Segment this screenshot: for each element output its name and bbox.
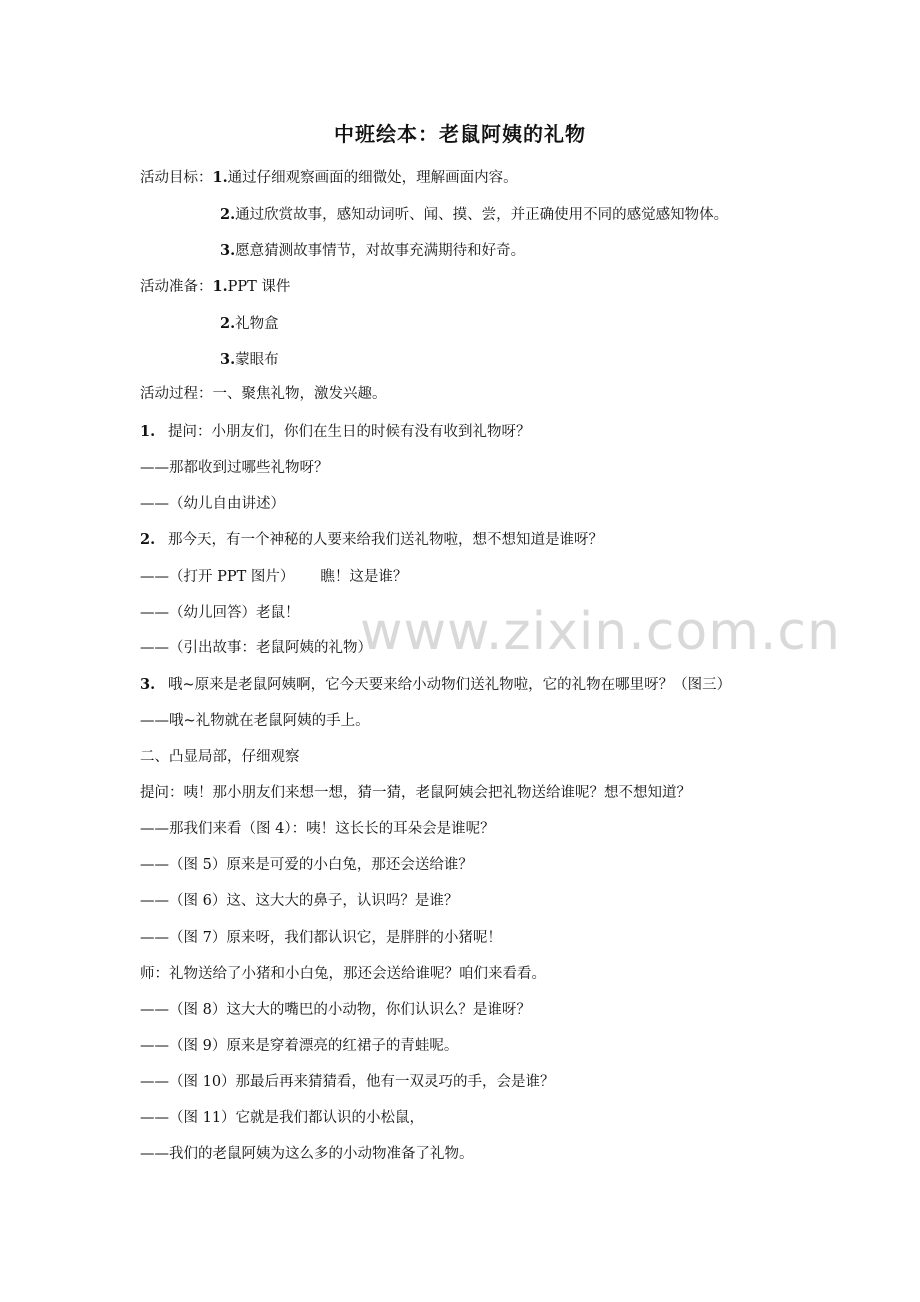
figure-7-line: ——（图 7）原来呀，我们都认识它，是胖胖的小猪呢！: [140, 930, 502, 946]
question-1-text: 提问：小朋友们，你们在生日的时候有没有收到礼物呀？: [168, 424, 531, 440]
question-3: [140, 673, 731, 694]
question-1-number: 1.: [140, 423, 156, 440]
teacher-line: 师：礼物送给了小猪和小白兔，那还会送给谁呢？咱们来看看。: [140, 966, 546, 982]
prep-label: 活动准备：: [140, 279, 213, 295]
goal-2-number: 2.: [220, 206, 236, 223]
question-3-answer: ——哦~礼物就在老鼠阿姨的手上。: [140, 713, 370, 729]
goal-1-number: 1.: [212, 169, 228, 186]
question-2-answer-a: [140, 565, 407, 586]
goal-3-number: 3.: [220, 242, 236, 259]
goal-2-text: 通过欣赏故事，感知动词听、闻、摸、尝，并正确使用不同的感觉感知物体。: [235, 207, 729, 223]
process-line: [140, 382, 387, 403]
figure-9-line: ——（图 9）原来是穿着漂亮的红裙子的青蛙呢。: [140, 1038, 459, 1054]
question-2-answer-b: ——（幼儿回答）老鼠！: [140, 605, 300, 621]
question-2-text: 那今天，有一个神秘的人要来给我们送礼物啦，想不想知道是谁呀？: [168, 532, 603, 548]
goal-line-3: [220, 239, 525, 260]
figure-4-line: ——那我们来看（图 4）：咦！这长长的耳朵会是谁呢？: [140, 821, 495, 837]
goal-3-text: 愿意猜测故事情节，对故事充满期待和好奇。: [235, 243, 526, 259]
goal-1-text: 通过仔细观察画面的细微处，理解画面内容。: [227, 170, 518, 186]
section-2-heading: 二、凸显局部，仔细观察: [140, 749, 300, 765]
watermark: www.zixin.com.cn: [360, 602, 841, 662]
goals-label: 活动目标：: [140, 170, 213, 186]
prep-3-number: 3.: [220, 351, 236, 368]
section-2-question: 提问：咦！那小朋友们来想一想，猜一猜，老鼠阿姨会把礼物送给谁呢？想不想知道？: [140, 785, 691, 801]
figure-11-line: ——（图 11）它就是我们都认识的小松鼠，: [140, 1110, 425, 1126]
prep-1-text: PPT 课件: [227, 279, 291, 295]
question-2-answer-c: ——（引出故事：老鼠阿姨的礼物）: [140, 640, 372, 656]
question-3-text: 哦~原来是老鼠阿姨啊，它今天要来给小动物们送礼物啦，它的礼物在哪里呀？（图三）: [168, 677, 732, 693]
goal-line-2: [220, 203, 728, 224]
question-2-number: 2.: [140, 531, 156, 548]
prep-line-3: [220, 348, 279, 369]
prep-2-number: 2.: [220, 315, 236, 332]
figure-5-line: ——（图 5）原来是可爱的小白兔，那还会送给谁？: [140, 857, 473, 873]
prep-line-1: [140, 275, 290, 296]
prep-2-text: 礼物盒: [235, 316, 279, 332]
question-2-answer-a1: ——（打开 PPT 图片）: [140, 569, 295, 585]
figure-6-line: ——（图 6）这、这大大的鼻子，认识吗？是谁？: [140, 893, 459, 909]
figure-8-line: ——（图 8）这大大的嘴巴的小动物，你们认识么？是谁呀？: [140, 1002, 531, 1018]
question-2: [140, 528, 603, 549]
process-section-1: 一、聚焦礼物，激发兴趣。: [212, 386, 387, 402]
process-label: 活动过程：: [140, 386, 213, 402]
figure-10-line: ——（图 10）那最后再来猜猜看，他有一双灵巧的手，会是谁？: [140, 1074, 555, 1090]
final-line: ——我们的老鼠阿姨为这么多的小动物准备了礼物。: [140, 1146, 474, 1162]
question-1: [140, 420, 531, 441]
document-title: 中班绘本：老鼠阿姨的礼物: [334, 122, 586, 146]
question-2-answer-a2: 瞧！这是谁？: [320, 569, 408, 585]
question-3-number: 3.: [140, 676, 156, 693]
question-1-answer-a: ——那都收到过哪些礼物呀？: [140, 460, 329, 476]
prep-3-text: 蒙眼布: [235, 352, 279, 368]
question-1-answer-b: ——（幼儿自由讲述）: [140, 496, 285, 512]
prep-1-number: 1.: [212, 278, 228, 295]
goal-line-1: [140, 166, 518, 187]
prep-line-2: [220, 312, 279, 333]
